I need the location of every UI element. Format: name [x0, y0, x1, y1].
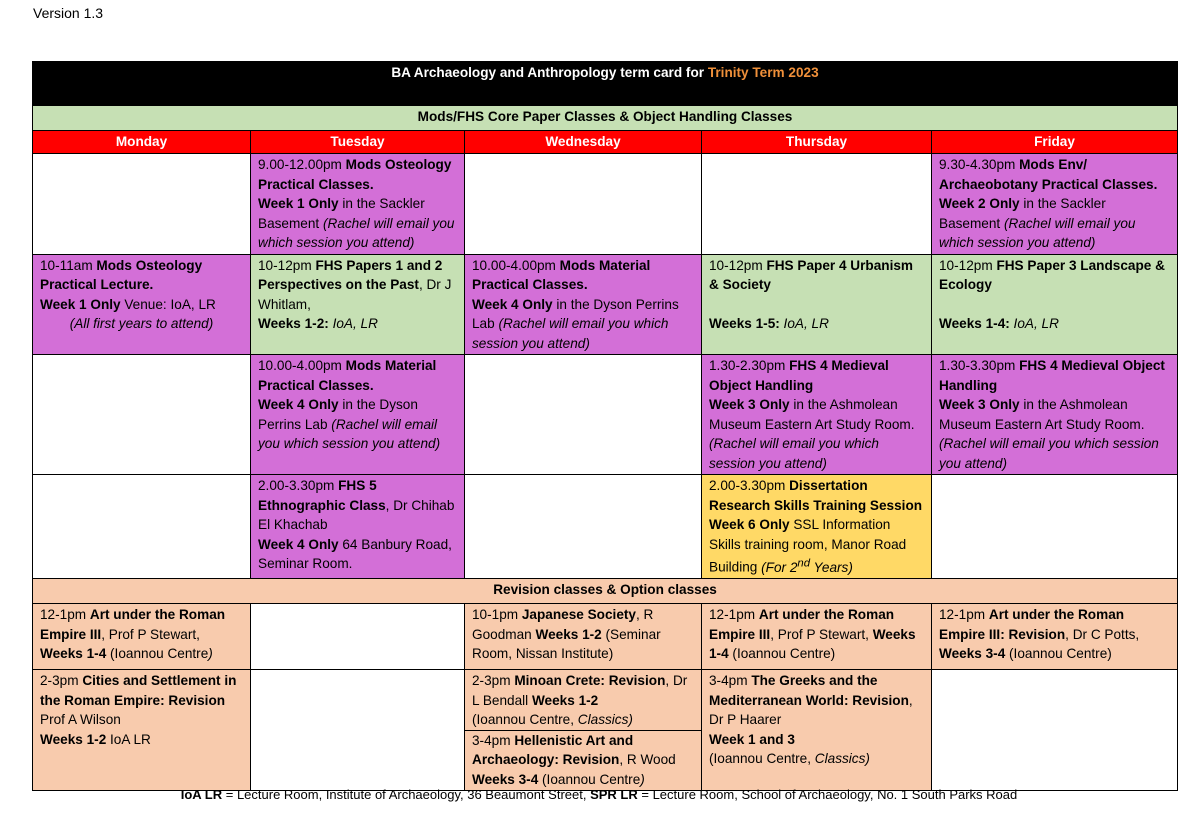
class-title: FHS Paper 4 Urbanism & Society — [709, 257, 913, 292]
class-title: Mods Osteology Practical Lecture. — [40, 257, 203, 292]
class-weeks: Weeks 3-4 — [472, 771, 539, 787]
day-friday: Friday — [932, 131, 1178, 154]
class-weeks: Weeks 1-2 — [535, 626, 602, 642]
class-note: (Rachel will email you which session you attend) — [939, 436, 1159, 471]
empty-cell — [251, 604, 465, 670]
class-venue: (Ioannou Centre — [106, 646, 209, 662]
class-venue: (Ioannou Centre) — [728, 646, 836, 662]
class-title: FHS 5 Ethnographic Class — [258, 478, 386, 513]
class-time: 2-3pm — [40, 673, 83, 689]
class-venue: in the Ashmolean Museum Eastern Art Study Room. — [709, 397, 915, 432]
class-time: 12-1pm — [939, 607, 989, 623]
class-venue: IoA, LR — [779, 316, 829, 331]
class-time: 10-12pm — [939, 257, 997, 273]
page-title — [33, 62, 1178, 106]
schedule-row — [33, 254, 1178, 355]
class-weeks: Weeks 1-4: — [939, 316, 1010, 331]
class-venue: (Ioannou Centre — [538, 771, 641, 787]
class-weeks: Weeks 1-4 — [40, 646, 107, 662]
class-title: Mods Osteology Practical Classes. — [258, 157, 452, 192]
class-cell-friday-medieval — [932, 355, 1178, 475]
empty-cell — [465, 475, 702, 579]
legend-footer — [0, 787, 1198, 802]
section-header-core — [33, 106, 1178, 131]
class-title: FHS 4 Medieval Object Handling — [939, 358, 1165, 393]
class-time: 10-11am — [40, 257, 97, 273]
class-cell-thursday-medieval — [702, 355, 932, 475]
note-superscript: nd — [797, 557, 811, 569]
section-header-revision — [33, 579, 1178, 604]
class-tutor: , Dr P Haarer — [709, 692, 913, 728]
class-title: Mods Material Practical Classes. — [258, 358, 437, 393]
section-title-revision: Revision classes & Option classes — [33, 579, 1178, 604]
class-venue: 64 Banbury Road, Seminar Room. — [258, 536, 452, 571]
class-venue: (Seminar Room, Nissan Institute) — [472, 626, 661, 662]
class-time: 9.30-4.30pm — [939, 157, 1020, 172]
class-cell-thursday-urbanism — [702, 254, 932, 355]
class-time: 2.00-3.30pm — [709, 478, 790, 493]
class-time: 9.00-12.00pm — [258, 157, 346, 172]
class-weeks: Week 1 Only — [258, 196, 339, 211]
class-cell-thursday-dissertation — [702, 475, 932, 579]
class-tutor: , Dr Chihab El Khachab — [258, 497, 455, 532]
class-title: The Greeks and the Mediterranean World: Revision — [709, 673, 909, 708]
class-title: FHS Papers 1 and 2 Perspectives on the Past — [258, 257, 443, 292]
class-time: 10.00-4.00pm — [258, 358, 346, 373]
class-venue-end: Classics) — [814, 751, 870, 767]
class-cell-friday-landscape — [932, 254, 1178, 355]
class-tutor: , Dr L Bendall — [472, 673, 688, 708]
class-cell-monday-cities — [33, 670, 251, 791]
class-cell-wednesday-material — [465, 254, 702, 355]
class-venue: in the Sackler Basement — [939, 196, 1106, 231]
class-venue: (Ioannou Centre, — [472, 712, 578, 728]
schedule-row — [33, 670, 1178, 791]
empty-cell — [702, 154, 932, 255]
class-time: 10.00-4.00pm — [472, 257, 560, 273]
class-note: (Rachel will email you which session you attend) — [939, 215, 1136, 250]
class-note: (All first years to attend) — [69, 316, 214, 331]
class-cell-monday-roman-art — [33, 604, 251, 670]
class-venue-end: Classics) — [577, 712, 633, 728]
title-main: BA Archaeology and Anthropology term card for — [391, 65, 708, 80]
class-venue: IoA, LR — [332, 316, 378, 331]
class-title: Art under the Roman Empire III — [40, 607, 226, 642]
legend-value-ioa: = Lecture Room, Institute of Archaeology, 36 Beaumont Street, — [222, 787, 591, 802]
day-monday: Monday — [33, 131, 251, 154]
class-time: 12-1pm — [709, 607, 759, 623]
legend-key-ioa: IoA LR — [180, 787, 223, 802]
class-cell-wednesday-revision — [465, 670, 702, 791]
class-tutor: Prof A Wilson — [40, 712, 121, 728]
class-venue-end: ) — [208, 646, 213, 662]
note-text: Years) — [810, 559, 853, 575]
empty-cell — [251, 670, 465, 791]
schedule-row — [33, 475, 1178, 579]
class-weeks: Weeks 1-4 — [709, 626, 916, 662]
class-time: 1.30-2.30pm — [709, 358, 790, 373]
class-entry-hellenistic — [465, 730, 701, 790]
term-card-table — [32, 61, 1178, 791]
class-cell-thursday-roman-art — [702, 604, 932, 670]
class-venue: in the Dyson Perrins Lab — [472, 296, 679, 331]
class-cell-tuesday-ethnographic — [251, 475, 465, 579]
class-tutor: , R Wood — [619, 752, 676, 768]
class-title: Hellenistic Art and Archaeology: Revision — [472, 732, 634, 768]
class-cell-thursday-greeks — [702, 670, 932, 791]
class-note: (Rachel will email you which session you attend) — [472, 316, 669, 351]
class-weeks: Week 1 Only — [40, 296, 121, 312]
class-time: 3-4pm — [472, 732, 515, 748]
class-weeks: Week 6 Only — [709, 517, 790, 532]
class-time: 10-1pm — [472, 607, 522, 623]
class-cell-tuesday-osteology — [251, 154, 465, 255]
empty-cell — [465, 355, 702, 475]
class-time: 1.30-3.30pm — [939, 358, 1020, 373]
day-header-row — [33, 131, 1178, 154]
class-note: (Rachel will email you which session you attend) — [258, 416, 441, 451]
class-cell-tuesday-fhs-papers — [251, 254, 465, 355]
class-time: 2-3pm — [472, 673, 515, 689]
class-tutor: , R Goodman — [472, 607, 654, 642]
version-label: Version 1.3 — [33, 5, 104, 21]
class-title: Minoan Crete: Revision — [514, 673, 666, 689]
empty-cell — [33, 475, 251, 579]
class-venue: IoA, LR — [1009, 316, 1059, 331]
class-cell-monday-osteology-lecture — [33, 254, 251, 355]
schedule-row — [33, 604, 1178, 670]
note-text: (For 2 — [761, 559, 798, 575]
class-title: Mods Material Practical Classes. — [472, 257, 651, 292]
empty-cell — [932, 670, 1178, 791]
class-venue: Venue: IoA, LR — [120, 296, 216, 312]
class-tutor: , Prof P Stewart, — [770, 626, 873, 642]
class-note — [761, 557, 853, 575]
schedule-row — [33, 355, 1178, 475]
class-venue: (Ioannou Centre, — [709, 751, 815, 767]
class-note: (Rachel will email you which session you attend) — [258, 215, 455, 250]
class-weeks: Week 4 Only — [258, 397, 339, 412]
day-tuesday: Tuesday — [251, 131, 465, 154]
class-time: 10-12pm — [258, 257, 316, 273]
class-note: (Rachel will email you which session you attend) — [709, 436, 879, 471]
class-venue-end: ) — [640, 771, 645, 787]
class-weeks: Week 3 Only — [709, 397, 790, 412]
empty-cell — [33, 154, 251, 255]
class-venue: in the Sackler Basement — [258, 196, 425, 231]
class-title: Cities and Settlement in the Roman Empire: Revision — [40, 673, 237, 708]
class-entry-minoan — [472, 671, 694, 730]
class-venue: SSL Information Skills training room, Manor Road Building — [709, 517, 907, 575]
class-tutor: , Prof P Stewart, — [101, 626, 200, 642]
class-time: 12-1pm — [40, 607, 90, 623]
class-weeks: Week 4 Only — [472, 296, 553, 312]
day-wednesday: Wednesday — [465, 131, 702, 154]
class-cell-friday-archaeobotany — [932, 154, 1178, 255]
class-weeks: Week 1 and 3 — [709, 731, 795, 747]
schedule-row — [33, 154, 1178, 255]
class-weeks: Week 4 Only — [258, 536, 339, 552]
class-title: Art under the Roman Empire III — [709, 607, 895, 642]
empty-cell — [33, 355, 251, 475]
class-weeks: Weeks 3-4 — [939, 646, 1006, 662]
class-weeks: Weeks 1-2: — [258, 316, 333, 331]
title-term: Trinity Term 2023 — [707, 65, 819, 80]
class-weeks: Weeks 1-2 — [531, 692, 599, 708]
class-title: FHS Paper 3 Landscape & Ecology — [939, 257, 1165, 292]
title-row — [33, 62, 1178, 106]
legend-key-spr: SPR LR — [590, 787, 638, 802]
class-tutor: , Dr J Whitlam, — [258, 277, 452, 312]
class-time: 10-12pm — [709, 257, 767, 273]
class-title: FHS 4 Medieval Object Handling — [709, 358, 889, 393]
class-tutor: , Dr C Potts, — [1065, 626, 1140, 642]
class-weeks: Weeks 1-2 — [40, 731, 107, 747]
class-title: Art under the Roman Empire III: Revision — [939, 607, 1125, 642]
class-venue: in the Dyson Perrins Lab — [258, 397, 418, 432]
class-venue: in the Ashmolean Museum Eastern Art Study Room. — [939, 397, 1145, 432]
class-venue: (Ioannou Centre) — [1005, 646, 1112, 662]
class-weeks: Weeks 1-5: — [709, 316, 780, 331]
class-cell-tuesday-material — [251, 355, 465, 475]
empty-cell — [932, 475, 1178, 579]
class-weeks: Week 3 Only — [939, 397, 1020, 412]
class-title: Mods Env/ Archaeobotany Practical Classes. — [939, 157, 1158, 192]
legend-value-spr: = Lecture Room, School of Archaeology, No. 1 South Parks Road — [637, 787, 1018, 802]
class-title: Japanese Society — [521, 607, 636, 623]
class-title: Dissertation Research Skills Training Session — [709, 478, 923, 513]
class-time: 2.00-3.30pm — [258, 478, 339, 493]
class-time: 3-4pm — [709, 673, 752, 689]
class-venue: IoA LR — [106, 731, 151, 747]
section-title-core: Mods/FHS Core Paper Classes & Object Handling Classes — [33, 106, 1178, 131]
day-thursday: Thursday — [702, 131, 932, 154]
class-weeks: Week 2 Only — [939, 196, 1020, 211]
class-cell-wednesday-japanese — [465, 604, 702, 670]
class-cell-friday-roman-art — [932, 604, 1178, 670]
empty-cell — [465, 154, 702, 255]
